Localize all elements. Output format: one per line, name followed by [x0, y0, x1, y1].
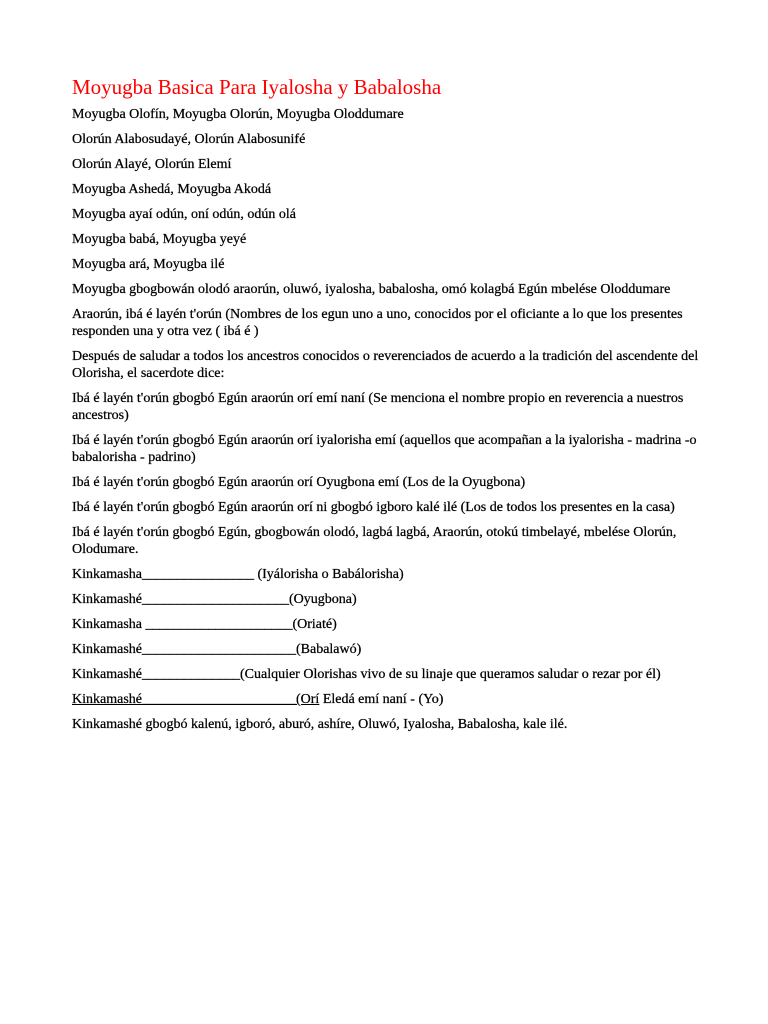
paragraph: Después de saludar a todos los ancestros conocidos o reverenciados de acuerdo a la tradición del ascendente del Olorisha, el sacerdote dice:	[72, 349, 699, 381]
kinkamasha-line: Kinkamasha _____________________(Oriaté)	[72, 617, 337, 632]
document-title: Moyugba Basica Para Iyalosha y Babalosha	[72, 75, 442, 99]
paragraph: Olorún Alayé, Olorún Elemí	[72, 157, 232, 172]
closing-paragraph: Kinkamashé gbogbó kalenú, igboró, aburó, ashíre, Oluwó, Iyalosha, Babalosha, kale ilé.	[72, 717, 568, 732]
paragraph: Moyugba Ashedá, Moyugba Akodá	[72, 182, 272, 197]
paragraph: Moyugba ará, Moyugba ilé	[72, 257, 225, 272]
kinkamasha-line: Kinkamashé_____________________(Oyugbona)	[72, 592, 357, 607]
paragraph: Araorún, ibá é layén t'orún (Nombres de los egun uno a uno, conocidos por el oficiante a lo que los presentes responden una y otra vez ( ibá é )	[72, 307, 683, 339]
paragraph: Olorún Alabosudayé, Olorún Alabosunifé	[72, 132, 306, 147]
paragraph: Ibá é layén t'orún gbogbó Egún araorún orí ni gbogbó igboro kalé ilé (Los de todos los presentes en la casa)	[72, 500, 675, 515]
kinkamasha-line: Kinkamasha________________ (Iyálorisha o Babálorisha)	[72, 567, 404, 582]
underlined-text: Kinkamashé______________________(Orí	[72, 692, 320, 707]
kinkamasha-line: Kinkamashé______________________(Babalawó)	[72, 642, 362, 657]
line-rest-text: Eledá emí naní - (Yo)	[319, 692, 444, 707]
paragraph: Moyugba babá, Moyugba yeyé	[72, 232, 247, 247]
kinkamasha-line: Kinkamashé______________(Cualquier Olorishas vivo de su linaje que queramos saludar o rezar por él)	[72, 667, 661, 682]
paragraph: Moyugba Olofín, Moyugba Olorún, Moyugba Oloddumare	[72, 107, 404, 122]
paragraph: Ibá é layén t'orún gbogbó Egún araorún orí iyalorisha emí (aquellos que acompañan a la iyalorisha - madrina -o babalorisha - padrino)	[72, 433, 697, 465]
document-page	[72, 74, 702, 741]
paragraph: Ibá é layén t'orún gbogbó Egún, gbogbowán olodó, lagbá lagbá, Araorún, otokú timbelayé, mbelése Olorún, Olodumare.	[72, 525, 677, 557]
paragraph: Moyugba gbogbowán olodó araorún, oluwó, iyalosha, babalosha, omó kolagbá Egún mbelése Oloddumare	[72, 282, 671, 297]
kinkamasha-ori-line	[72, 691, 702, 708]
paragraph: Ibá é layén t'orún gbogbó Egún araorún orí Oyugbona emí (Los de la Oyugbona)	[72, 475, 526, 490]
paragraph: Moyugba ayaí odún, oní odún, odún olá	[72, 207, 296, 222]
paragraph: Ibá é layén t'orún gbogbó Egún araorún orí emí naní (Se menciona el nombre propio en reverencia a nuestros ancestros)	[72, 391, 684, 423]
